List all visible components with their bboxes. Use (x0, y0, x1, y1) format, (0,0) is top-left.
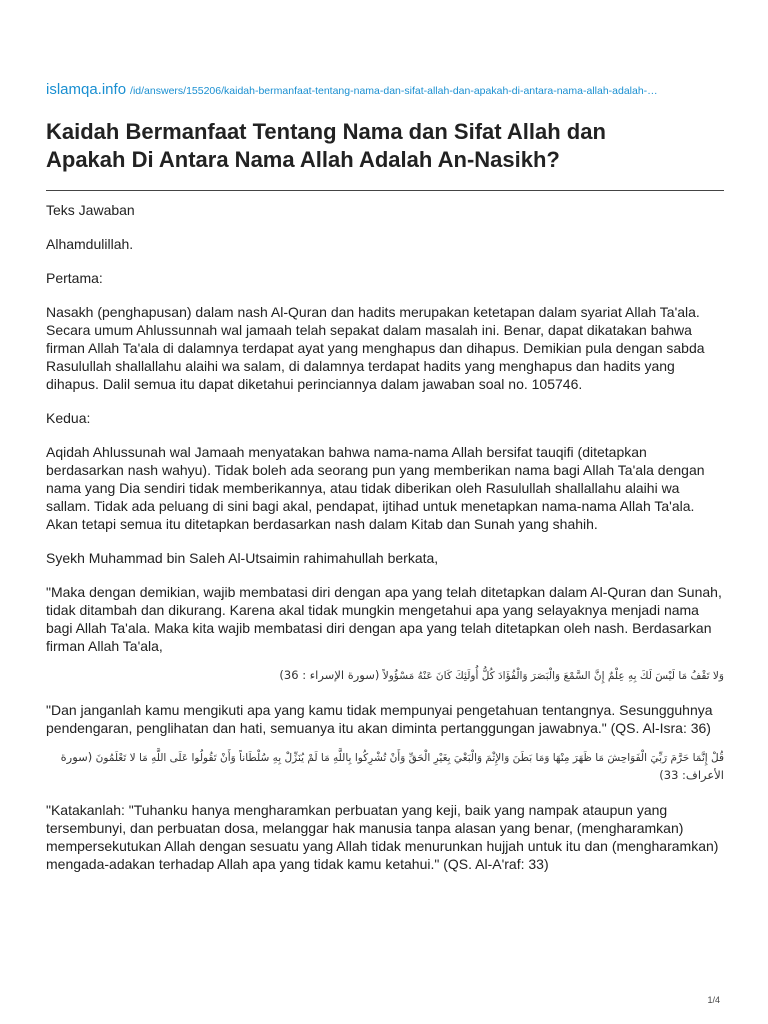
url-path-link[interactable]: /id/answers/155206/kaidah-bermanfaat-tentang-nama-dan-sifat-allah-dan-apakah-di-antara-nama-allah-adalah-… (130, 85, 658, 97)
arabic-verse-1-ref: (سورة الإسراء : 36) (279, 668, 380, 682)
second-heading: Kedua: (46, 410, 91, 426)
page-title (46, 118, 724, 174)
first-paragraph: Nasakh (penghapusan) dalam nash Al-Quran dan hadits merupakan ketetapan dalam syariat Allah Ta'ala. Secara umum Ahlussunnah wal jamaah telah sepakat dalam masalah ini. Benar, dapat dikatakan bahwa firman Allah Ta'ala di dalamnya terdapat ayat yang menghapus dan dihapus. Demikian pula dengan sabda Rasulullah shallallahu alaihi wa salam, di dalamnya terdapat hadits yang menghapus dan hadits yang dihapus. Dalil semua itu dapat diketahui perinciannya dalam jawaban soal no. 105746. (46, 304, 705, 392)
title-divider (46, 190, 724, 191)
translation-1: "Dan janganlah kamu mengikuti apa yang kamu tidak mempunyai pengetahuan tentangnya. Sesungguhnya pendengaran, penglihatan dan hati, semuanya itu akan diminta pertanggungan jawabnya." (QS. Al-Isra: 36) (46, 702, 713, 736)
page-title-line-2: Apakah Di Antara Nama Allah Adalah An-Nasikh? (46, 147, 560, 172)
greeting: Alhamdulillah. (46, 236, 134, 252)
translation-2: "Katakanlah: "Tuhanku hanya mengharamkan perbuatan yang keji, baik yang nampak ataupun yang tersembunyi, dan perbuatan dosa, melanggar hak manusia tanpa alasan yang benar, (mengharamkan) mempersekutukan Allah dengan sesuatu yang Allah tidak menurunkan hujjah untuk itu dan (mengharamkan) mengada-adakan terhadap Allah apa yang tidak kamu ketahui." (QS. Al-A'raf: 33) (46, 802, 719, 872)
article-body (46, 201, 724, 873)
arabic-verse-1 (46, 667, 724, 685)
page-number: 1/4 (707, 995, 720, 1005)
first-heading: Pertama: (46, 270, 103, 286)
arabic-verse-2-ref: (سورة الأعراف: 33) (60, 750, 724, 782)
arabic-verse-2-text: قُلْ إِنَّمَا حَرَّمَ رَبِّيَ الْفَوَاحِشَ مَا ظَهَرَ مِنْهَا وَمَا بَطَنَ وَالإِثْمَ وَالْبَغْيَ بِغَيْرِ الْحَقِّ وَأَنْ تُشْرِكُوا بِاللَّهِ مَا لَمْ يُنَزِّلْ بِهِ سُلْطَاناً وَأَنْ تَقُولُوا عَلَى اللَّهِ مَا لا تَعْلَمُونَ (95, 752, 724, 764)
source-url (46, 81, 724, 99)
arabic-verse-1-text: وَلا تَقْفُ مَا لَيْسَ لَكَ بِهِ عِلْمٌ إِنَّ السَّمْعَ وَالْبَصَرَ وَالْفُؤَادَ كُلُّ أُولَئِكَ كَانَ عَنْهُ مَسْؤُولاً (382, 670, 724, 682)
arabic-verse-2 (46, 749, 724, 785)
page-title-line-1: Kaidah Bermanfaat Tentang Nama dan Sifat Allah dan (46, 119, 606, 144)
quote-intro: Syekh Muhammad bin Saleh Al-Utsaimin rahimahullah berkata, (46, 550, 439, 566)
quote-paragraph: "Maka dengan demikian, wajib membatasi diri dengan apa yang telah ditetapkan dalam Al-Quran dan Sunah, tidak ditambah dan dikurang. Karena akal tidak mungkin mengetahui apa yang selayaknya menjadi nama bagi Allah Ta'ala. Maka kita wajib membatasi diri dengan apa yang telah ditetapkan oleh nash. Berdasarkan firman Allah Ta'ala, (46, 584, 722, 654)
second-paragraph: Aqidah Ahlussunah wal Jamaah menyatakan bahwa nama-nama Allah bersifat tauqifi (ditetapkan berdasarkan nash wahyu). Tidak boleh ada seorang pun yang memberikan nama bagi Allah Ta'ala dengan nama yang Dia sendiri tidak memberikannya, atau tidak diberikan oleh Rasulullah shallallahu alaihi wa sallam. Tidak ada peluang di sini bagi akal, pendapat, ijtihad untuk menetapkan nama-nama Allah Ta'ala. Akan tetapi semua itu ditetapkan berdasarkan nash dalam Kitab dan Sunah yang shahih. (46, 444, 705, 532)
answer-label: Teks Jawaban (46, 202, 135, 218)
site-link[interactable]: islamqa.info (46, 81, 127, 98)
